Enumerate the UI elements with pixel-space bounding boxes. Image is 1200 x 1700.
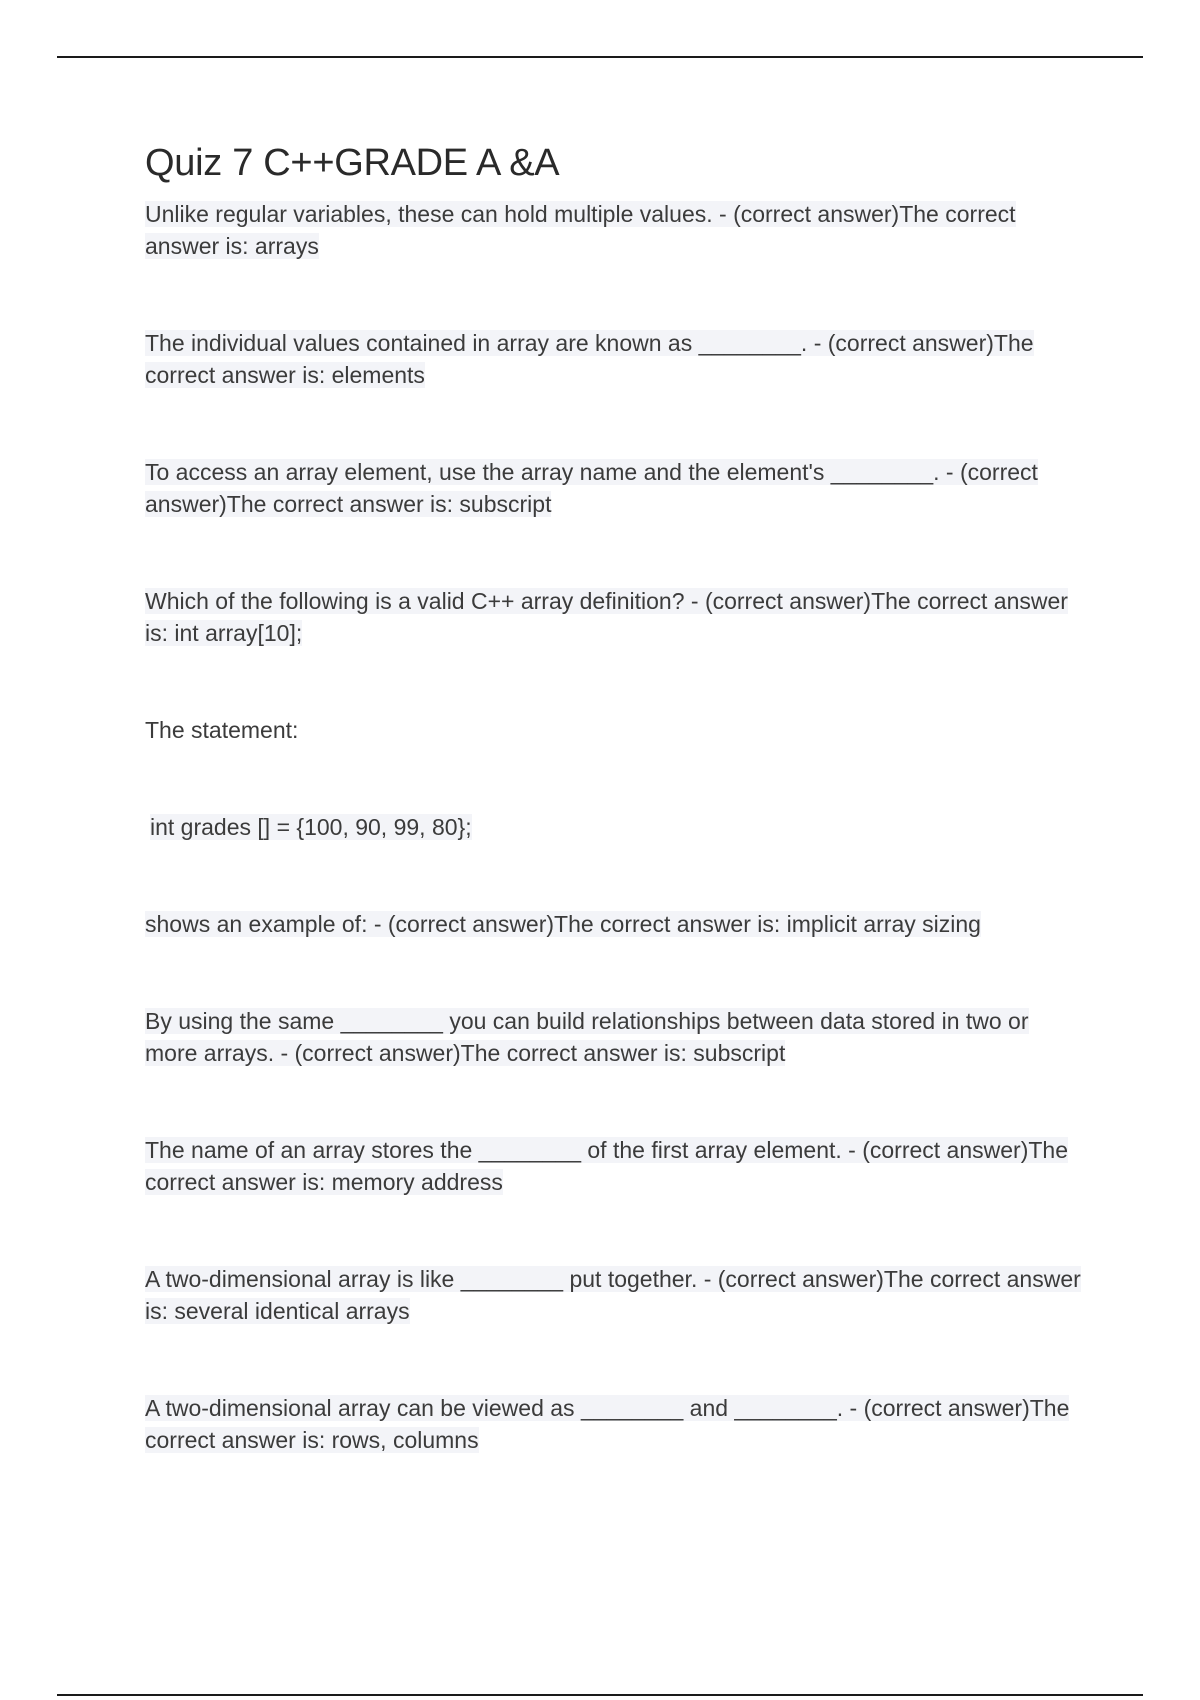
qa-paragraph-3: To access an array element, use the array name and the element's ________. - (correct answer)The correct answer is: subscript	[145, 459, 1038, 517]
bottom-rule	[57, 1694, 1143, 1696]
statement-label: The statement:	[145, 717, 299, 743]
code-snippet: int grades [] = {100, 90, 99, 80};	[150, 814, 472, 840]
top-rule	[57, 56, 1143, 58]
qa-paragraph-4: Which of the following is a valid C++ array definition? - (correct answer)The correct answer is: int array[10];	[145, 588, 1068, 646]
qa-paragraph-9: A two-dimensional array can be viewed as ________ and ________. - (correct answer)The correct answer is: rows, columns	[145, 1395, 1070, 1453]
qa-paragraph-7: The name of an array stores the ________ of the first array element. - (correct answer)The correct answer is: memory address	[145, 1137, 1068, 1195]
qa-paragraph-1: Unlike regular variables, these can hold multiple values. - (correct answer)The correct answer is: arrays	[145, 201, 1016, 259]
qa-paragraph-8: A two-dimensional array is like ________ put together. - (correct answer)The correct answer is: several identical arrays	[145, 1266, 1081, 1324]
page-title: Quiz 7 C++GRADE A &A	[145, 142, 560, 184]
qa-paragraph-2: The individual values contained in array are known as ________. - (correct answer)The correct answer is: elements	[145, 330, 1034, 388]
qa-paragraph-6: By using the same ________ you can build relationships between data stored in two or more arrays. - (correct answer)The correct answer is: subscript	[145, 1008, 1029, 1066]
qa-paragraph-5: shows an example of: - (correct answer)The correct answer is: implicit array sizing	[145, 911, 981, 937]
